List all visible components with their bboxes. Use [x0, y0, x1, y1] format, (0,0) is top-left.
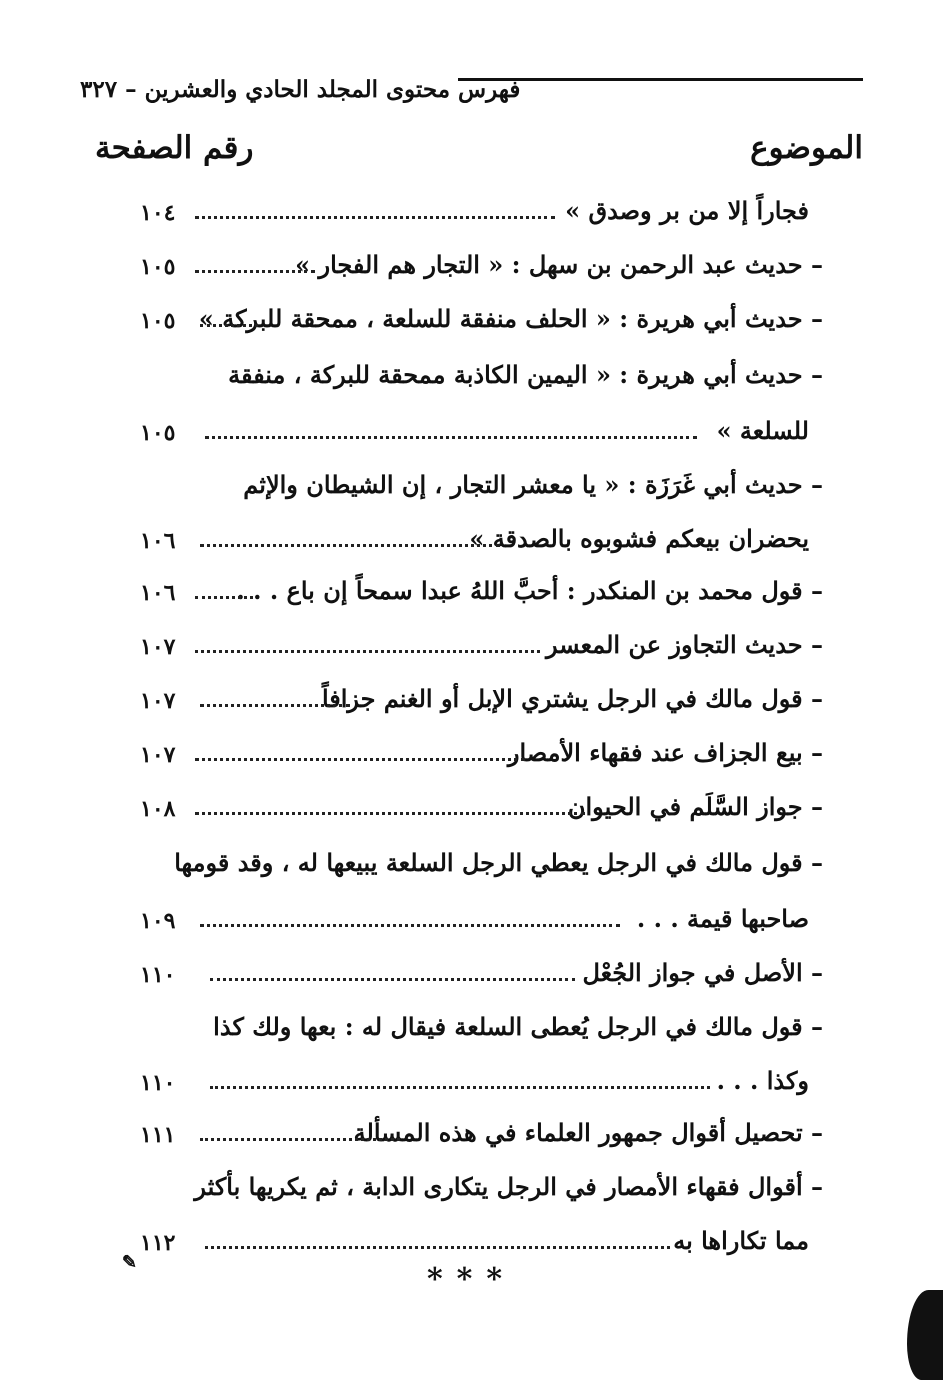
leader-dots	[210, 978, 575, 981]
leader-dots	[205, 1246, 670, 1249]
index-line	[0, 1060, 943, 1112]
leader-dots	[200, 544, 500, 547]
entry-text: – بيع الجزاف عند فقهاء الأمصار	[507, 738, 823, 767]
topic-column-label: الموضوع	[750, 130, 863, 166]
leader-dots	[195, 596, 253, 599]
entry-text: – أقوال فقهاء الأمصار في الرجل يتكارى الدابة ، ثم يكريها بأكثر	[194, 1172, 823, 1201]
entry-text: – جواز السَّلَم في الحيوان	[567, 792, 823, 821]
index-line	[0, 464, 943, 516]
entry-page: ١٠٦	[140, 528, 176, 554]
margin-mark-icon: ✎	[121, 1252, 137, 1273]
entry-page: ١٠٩	[140, 908, 176, 934]
index-line	[0, 298, 943, 350]
index-line	[0, 842, 943, 894]
entry-text: – حديث أبي غَرَزَة : « يا معشر التجار ، إن الشيطان والإثم	[243, 470, 823, 499]
index-line	[0, 354, 943, 406]
leader-dots	[200, 924, 620, 927]
leader-dots	[195, 758, 525, 761]
entry-text: يحضران بيعكم فشوبوه بالصدقة »	[469, 524, 809, 553]
entry-page: ١٠٤	[140, 200, 176, 226]
index-line	[0, 898, 943, 950]
running-title: فهرس محتوى المجلد الحادي والعشرين – ٣٢٧	[80, 76, 521, 103]
entry-page: ١٠٦	[140, 580, 176, 606]
entry-text: – تحصيل أقوال جمهور العلماء في هذه المسألة	[353, 1118, 823, 1147]
entry-text: فجاراً إلا من بر وصدق »	[565, 196, 809, 225]
leader-dots	[195, 216, 555, 219]
leader-dots	[200, 704, 350, 707]
entry-page: ١٠٥	[140, 254, 176, 280]
entry-text: مما تكاراها به	[673, 1226, 809, 1255]
index-entries	[0, 190, 943, 1256]
entry-page: ١٠٧	[140, 634, 176, 660]
end-of-index-mark: ***	[426, 1262, 517, 1297]
entry-text: – قول محمد بن المنكدر : أحبَّ اللهُ عبدا سمحاً إن باع . . .	[236, 576, 823, 605]
entry-text: – حديث التجاوز عن المعسر	[546, 630, 823, 659]
leader-dots	[195, 650, 540, 653]
index-line	[0, 678, 943, 730]
index-line	[0, 624, 943, 676]
leader-dots	[205, 436, 697, 439]
column-headings	[95, 130, 863, 176]
entry-text: صاحبها قيمة . . .	[636, 904, 809, 933]
entry-text: للسلعة »	[716, 416, 809, 445]
entry-text: وكذا . . .	[716, 1066, 809, 1095]
entry-page: ١٠٧	[140, 688, 176, 714]
index-line	[0, 410, 943, 462]
entry-page: ١٠٧	[140, 742, 176, 768]
entry-text: – حديث أبي هريرة : « اليمين الكاذبة ممحقة للبركة ، منفقة	[228, 360, 823, 389]
entry-page: ١١١	[140, 1122, 176, 1148]
entry-page: ١٠٨	[140, 796, 176, 822]
index-line	[0, 786, 943, 838]
leader-dots	[210, 1086, 710, 1089]
page-column-label: رقم الصفحة	[95, 130, 254, 166]
index-line	[0, 1166, 943, 1218]
entry-text: – قول مالك في الرجل يُعطى السلعة فيقال له : بعها ولك كذا	[213, 1012, 823, 1041]
index-line	[0, 190, 943, 242]
entry-text: – حديث أبي هريرة : « الحلف منفقة للسلعة ، ممحقة للبركة »	[198, 304, 823, 333]
index-line	[0, 1112, 943, 1164]
index-line	[0, 952, 943, 1004]
index-line	[0, 570, 943, 622]
entry-page: ١١٢	[140, 1230, 176, 1256]
index-line	[0, 1006, 943, 1058]
entry-text: – حديث عبد الرحمن بن سهل : « التجار هم الفجار »	[295, 250, 823, 279]
entry-page: ١٠٥	[140, 420, 176, 446]
index-line	[0, 732, 943, 784]
leader-dots	[200, 324, 258, 327]
entry-text: – قول مالك في الرجل يعطي الرجل السلعة يبيعها له ، وقد قومها	[174, 848, 823, 877]
entry-text: – الأصل في جواز الجُعْل	[582, 958, 823, 987]
leader-dots	[195, 270, 315, 273]
running-header	[80, 70, 863, 106]
entry-page: ١٠٥	[140, 308, 176, 334]
entry-page: ١١٠	[140, 962, 176, 988]
scan-edge-blot	[907, 1290, 943, 1380]
index-line	[0, 518, 943, 570]
entry-text: – قول مالك في الرجل يشتري الإبل أو الغنم جزافاً	[321, 684, 823, 713]
entry-page: ١١٠	[140, 1070, 176, 1096]
index-line	[0, 244, 943, 296]
leader-dots	[195, 812, 585, 815]
leader-dots	[200, 1138, 400, 1141]
